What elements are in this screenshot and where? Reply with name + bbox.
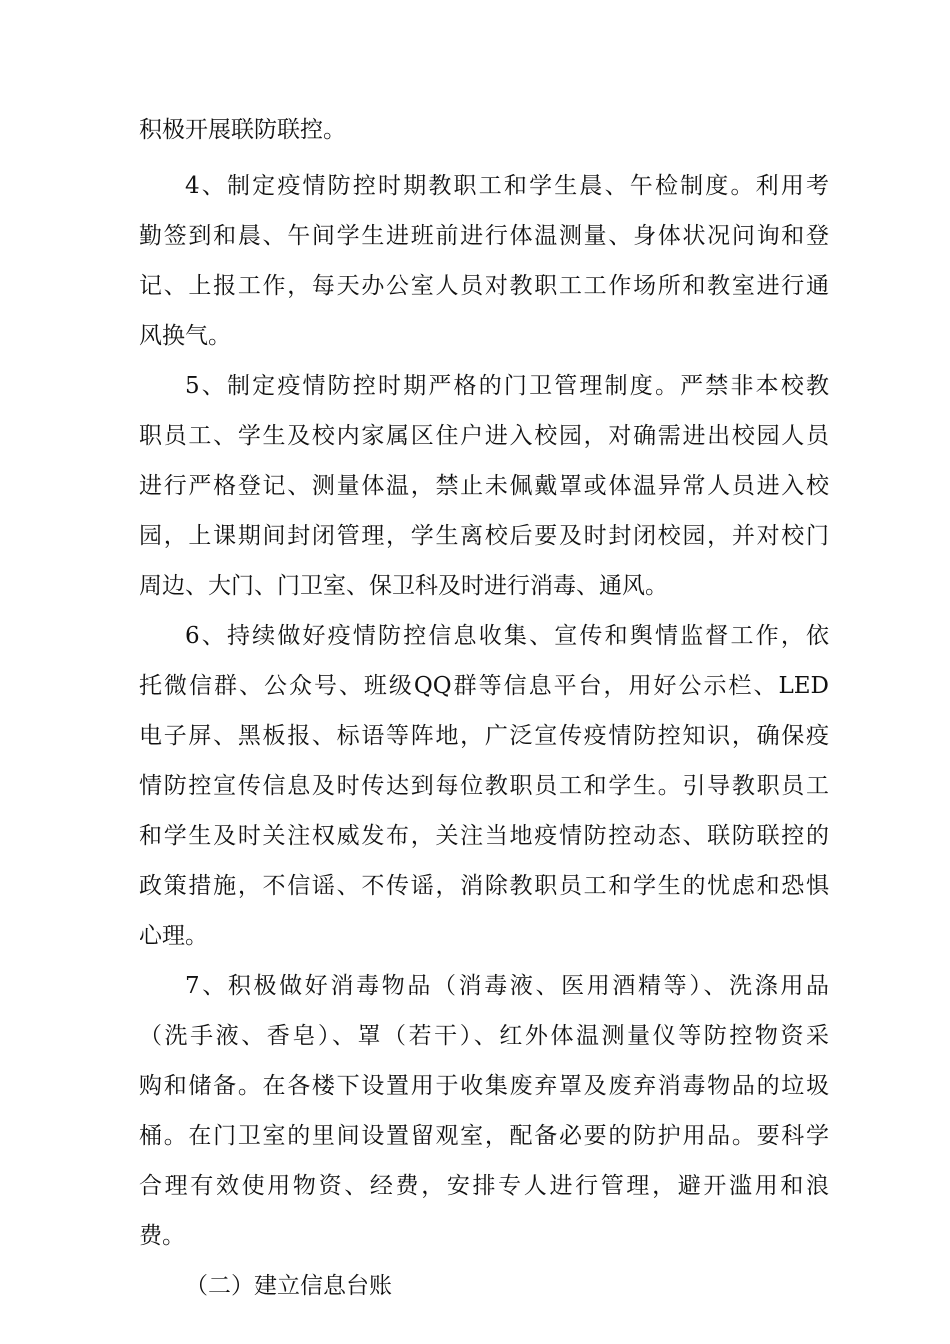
text-line-18: 7、积极做好消毒物品（消毒液、医用酒精等）、洗涤用品 [185,973,829,999]
text-line-12: 托微信群、公众号、班级QQ群等信息平台，用好公示栏、LED [139,673,829,699]
text-line-11: 6、持续做好疫情防控信息收集、宣传和舆情监督工作，依 [185,623,829,649]
text-line-8: 进行严格登记、测量体温，禁止未佩戴罩或体温异常人员进入校 [139,473,829,499]
text-line-10: 周边、大门、门卫室、保卫科及时进行消毒、通风。 [139,573,668,599]
text-line-9: 园，上课期间封闭管理，学生离校后要及时封闭校园，并对校门 [139,523,829,549]
text-line-5: 风换气。 [139,323,231,349]
text-line-17: 心理。 [139,923,208,949]
section-heading: （二）建立信息台账 [185,1273,392,1299]
text-line-1: 积极开展联防联控。 [139,117,346,143]
text-line-23: 费。 [139,1223,185,1249]
text-line-22: 合理有效使用物资、经费，安排专人进行管理，避开滥用和浪 [139,1173,829,1199]
text-line-16: 政策措施，不信谣、不传谣，消除教职员工和学生的忧虑和恐惧 [139,873,829,899]
text-line-20: 购和储备。在各楼下设置用于收集废弃罩及废弃消毒物品的垃圾 [139,1073,829,1099]
text-line-3: 勤签到和晨、午间学生进班前进行体温测量、身体状况问询和登 [139,223,829,249]
text-line-15: 和学生及时关注权威发布，关注当地疫情防控动态、联防联控的 [139,823,829,849]
text-line-13: 电子屏、黑板报、标语等阵地，广泛宣传疫情防控知识，确保疫 [139,723,829,749]
text-line-14: 情防控宣传信息及时传达到每位教职员工和学生。引导教职员工 [139,773,829,799]
text-line-19: （洗手液、香皂）、罩（若干）、红外体温测量仪等防控物资采 [139,1023,829,1049]
text-line-6: 5、制定疫情防控时期严格的门卫管理制度。严禁非本校教 [185,373,829,399]
text-line-2: 4、制定疫情防控时期教职工和学生晨、午检制度。利用考 [185,173,829,199]
text-line-4: 记、上报工作，每天办公室人员对教职工工作场所和教室进行通 [139,273,829,299]
text-line-7: 职员工、学生及校内家属区住户进入校园，对确需进出校园人员 [139,423,829,449]
text-line-21: 桶。在门卫室的里间设置留观室，配备必要的防护用品。要科学 [139,1123,829,1149]
